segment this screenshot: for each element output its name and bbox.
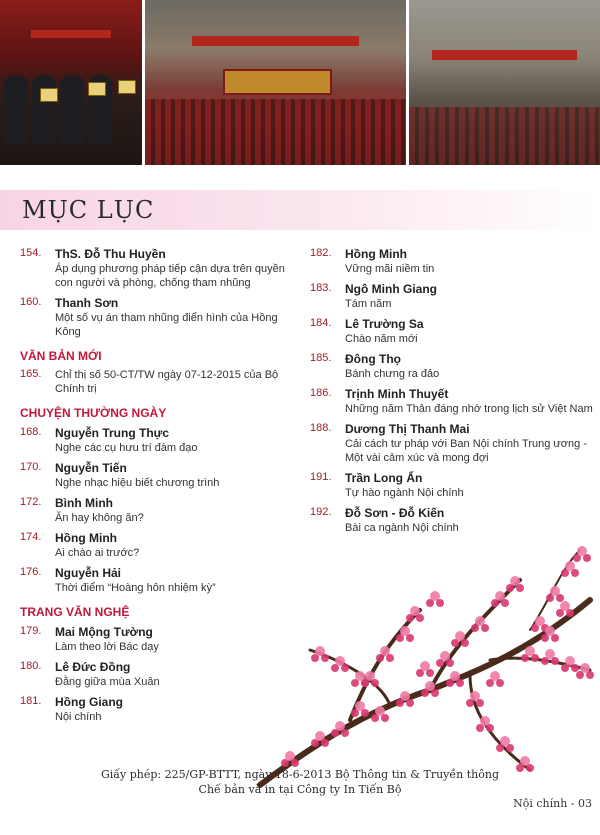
toc-page-number: 170. <box>20 461 42 473</box>
toc-article-title: Ai chào ai trước? <box>55 547 140 559</box>
toc-article-title: Bài ca ngành Nội chính <box>345 522 459 534</box>
blossom-petal <box>496 679 504 687</box>
toc-page-number: 192. <box>310 506 332 518</box>
toc-author: Hồng Minh <box>55 531 117 545</box>
blossom-petal <box>566 609 574 617</box>
blossom-petal <box>556 594 564 602</box>
toc-article-title: Tự hào ngành Nội chính <box>345 487 464 499</box>
toc-article-title: Đằng giữa mùa Xuân <box>55 676 160 688</box>
toc-page-number: 154. <box>20 247 42 259</box>
blossom-petal <box>531 654 539 662</box>
toc-article-title: Chào năm mới <box>345 333 418 345</box>
section-heading: TRANG VĂN NGHỆ <box>20 605 130 619</box>
toc-author: Lê Trường Sa <box>345 317 424 331</box>
toc-page-number: 165. <box>20 368 42 380</box>
blossom-petal <box>291 759 299 767</box>
blossom-petal <box>361 709 369 717</box>
toc-entry[interactable] <box>310 470 595 500</box>
toc-entry[interactable] <box>310 386 595 416</box>
peach-blossom-illustration <box>230 540 600 790</box>
blossom-petal <box>476 699 484 707</box>
license-line: Giấy phép: 225/GP-BTTT, ngày 18-6-2013 Bộ Thông tin & Truyền thông <box>100 768 499 781</box>
blossom-petal <box>461 639 469 647</box>
blossom-petal <box>501 599 509 607</box>
blossom-petal <box>406 699 414 707</box>
toc-entry[interactable] <box>310 421 595 465</box>
toc-entry[interactable] <box>20 368 305 396</box>
toc-page-number: 172. <box>20 496 42 508</box>
blossom-petal <box>456 679 464 687</box>
toc-author: Đỗ Sơn - Đỗ Kiến <box>345 506 445 520</box>
toc-article-title: Tám năm <box>345 298 392 310</box>
photo-banner <box>192 36 359 46</box>
blossom-petal <box>586 671 594 679</box>
photo-stage <box>223 69 331 95</box>
blossom-petal <box>416 614 424 622</box>
person-figure <box>32 75 56 145</box>
award-plaque <box>88 82 106 96</box>
blossom-petal <box>526 764 534 772</box>
person-figure <box>60 75 84 145</box>
blossom-petal <box>386 654 394 662</box>
toc-article-title: Ăn hay không ăn? <box>55 512 144 524</box>
toc-page-number: 186. <box>310 387 332 399</box>
photo-strip <box>0 0 600 165</box>
printer-line: Chế bản và in tại Công ty In Tiến Bộ <box>198 783 402 796</box>
blossom-petal <box>426 669 434 677</box>
blossom-petal <box>341 729 349 737</box>
toc-author: Ngô Minh Giang <box>345 282 437 296</box>
photo-banner <box>432 50 577 60</box>
toc-article-title: Bánh chưng ra đảo <box>345 368 440 380</box>
toc-author: Thanh Sơn <box>55 296 119 310</box>
publication-footer <box>80 767 520 797</box>
blossom-petal <box>486 724 494 732</box>
toc-author: Lê Đức Đồng <box>55 660 131 674</box>
toc-article-title: Cải cách tư pháp với Ban Nội chính Trung ương - Một vài cảm xúc và mong đợi <box>345 438 587 464</box>
toc-author: Bình Minh <box>55 496 113 510</box>
toc-author: Nguyễn Hải <box>55 566 122 580</box>
toc-entry[interactable] <box>20 425 305 455</box>
toc-article-title: Những năm Thân đáng nhớ trong lịch sử Việt Nam <box>345 403 593 415</box>
toc-author: Mai Mộng Tường <box>55 625 153 639</box>
photo-audience <box>145 99 406 165</box>
toc-page-number: 182. <box>310 247 332 259</box>
photo-meeting-table <box>409 107 600 165</box>
toc-author: Hồng Giang <box>55 695 123 709</box>
toc-page-number: 191. <box>310 471 332 483</box>
toc-right-column <box>310 246 595 540</box>
toc-article-title: Thời điểm “Hoàng hôn nhiệm kỳ” <box>55 582 216 594</box>
blossom-petal <box>516 584 524 592</box>
person-figure <box>4 75 28 145</box>
award-plaque <box>118 80 136 94</box>
blossom-petal <box>431 689 439 697</box>
toc-entry[interactable] <box>310 281 595 311</box>
toc-author: Trần Long Ẩn <box>345 471 423 485</box>
blossom-petal <box>571 664 579 672</box>
toc-page-number: 168. <box>20 426 42 438</box>
toc-author: ThS. Đỗ Thu Huyền <box>55 247 166 261</box>
blossom-petal <box>583 554 591 562</box>
toc-author: Nguyễn Trung Thực <box>55 426 170 440</box>
toc-entry[interactable] <box>20 246 305 290</box>
toc-author: Đông Thọ <box>345 352 401 366</box>
award-plaque <box>40 88 58 102</box>
photo-award-ceremony <box>0 0 142 165</box>
toc-page-number: 181. <box>20 695 42 707</box>
toc-page-number: 185. <box>310 352 332 364</box>
toc-article-title: Một số vụ án tham nhũng điển hình của Hồng Kông <box>55 312 278 338</box>
toc-entry[interactable] <box>20 460 305 490</box>
section-heading: CHUYỆN THƯỜNG NGÀY <box>20 406 167 420</box>
blossom-petal <box>506 744 514 752</box>
toc-article-title: Nghe các cụ hưu trí đàm đạo <box>55 442 198 454</box>
blossom-petal <box>341 664 349 672</box>
blossom-petal <box>481 624 489 632</box>
toc-page-number: 174. <box>20 531 42 543</box>
toc-page-number: 183. <box>310 282 332 294</box>
blossom-petal <box>321 654 329 662</box>
toc-article-title: Áp dụng phương pháp tiếp cận dựa trên quyền con người và phòng, chống tham nhũng <box>55 263 285 289</box>
toc-article-title: Chỉ thị số 50-CT/TW ngày 07-12-2015 của Bộ Chính trị <box>55 369 279 395</box>
blossom-petal <box>436 599 444 607</box>
toc-entry[interactable] <box>310 246 595 276</box>
page-number: Nội chính - 03 <box>513 797 592 810</box>
toc-article-title: Làm theo lời Bác dạy <box>55 641 159 653</box>
toc-entry[interactable] <box>310 505 595 535</box>
toc-author: Hồng Minh <box>345 247 407 261</box>
blossom-petal <box>551 657 559 665</box>
toc-page-number: 176. <box>20 566 42 578</box>
photo-meeting-room <box>409 0 600 165</box>
toc-page-number: 184. <box>310 317 332 329</box>
blossom-petal <box>381 714 389 722</box>
blossom-petal <box>406 634 414 642</box>
toc-page-number: 179. <box>20 625 42 637</box>
blossom-petal <box>446 659 454 667</box>
toc-article-title: Vững mãi niềm tin <box>345 263 435 275</box>
photo-banner <box>31 30 111 38</box>
toc-author: Trịnh Minh Thuyết <box>345 387 449 401</box>
toc-article-title: Nội chính <box>55 711 102 723</box>
toc-author: Nguyễn Tiến <box>55 461 127 475</box>
toc-author: Dương Thị Thanh Mai <box>345 422 470 436</box>
toc-entry[interactable] <box>310 351 595 381</box>
blossom-petal <box>361 679 369 687</box>
toc-entry[interactable] <box>20 495 305 525</box>
toc-page-number: 180. <box>20 660 42 672</box>
toc-entry[interactable] <box>310 316 595 346</box>
section-heading: VĂN BẢN MỚI <box>20 349 102 363</box>
blossom-petal <box>551 634 559 642</box>
page-title: MỤC LỤC <box>22 196 155 224</box>
blossom-petal <box>321 739 329 747</box>
blossom-petal <box>371 679 379 687</box>
toc-entry[interactable] <box>20 295 305 339</box>
toc-page-number: 160. <box>20 296 42 308</box>
toc-article-title: Nghe nhạc hiệu biết chương trình <box>55 477 220 489</box>
blossom-petal <box>571 569 579 577</box>
photo-conference-hall <box>145 0 406 165</box>
toc-page-number: 188. <box>310 422 332 434</box>
